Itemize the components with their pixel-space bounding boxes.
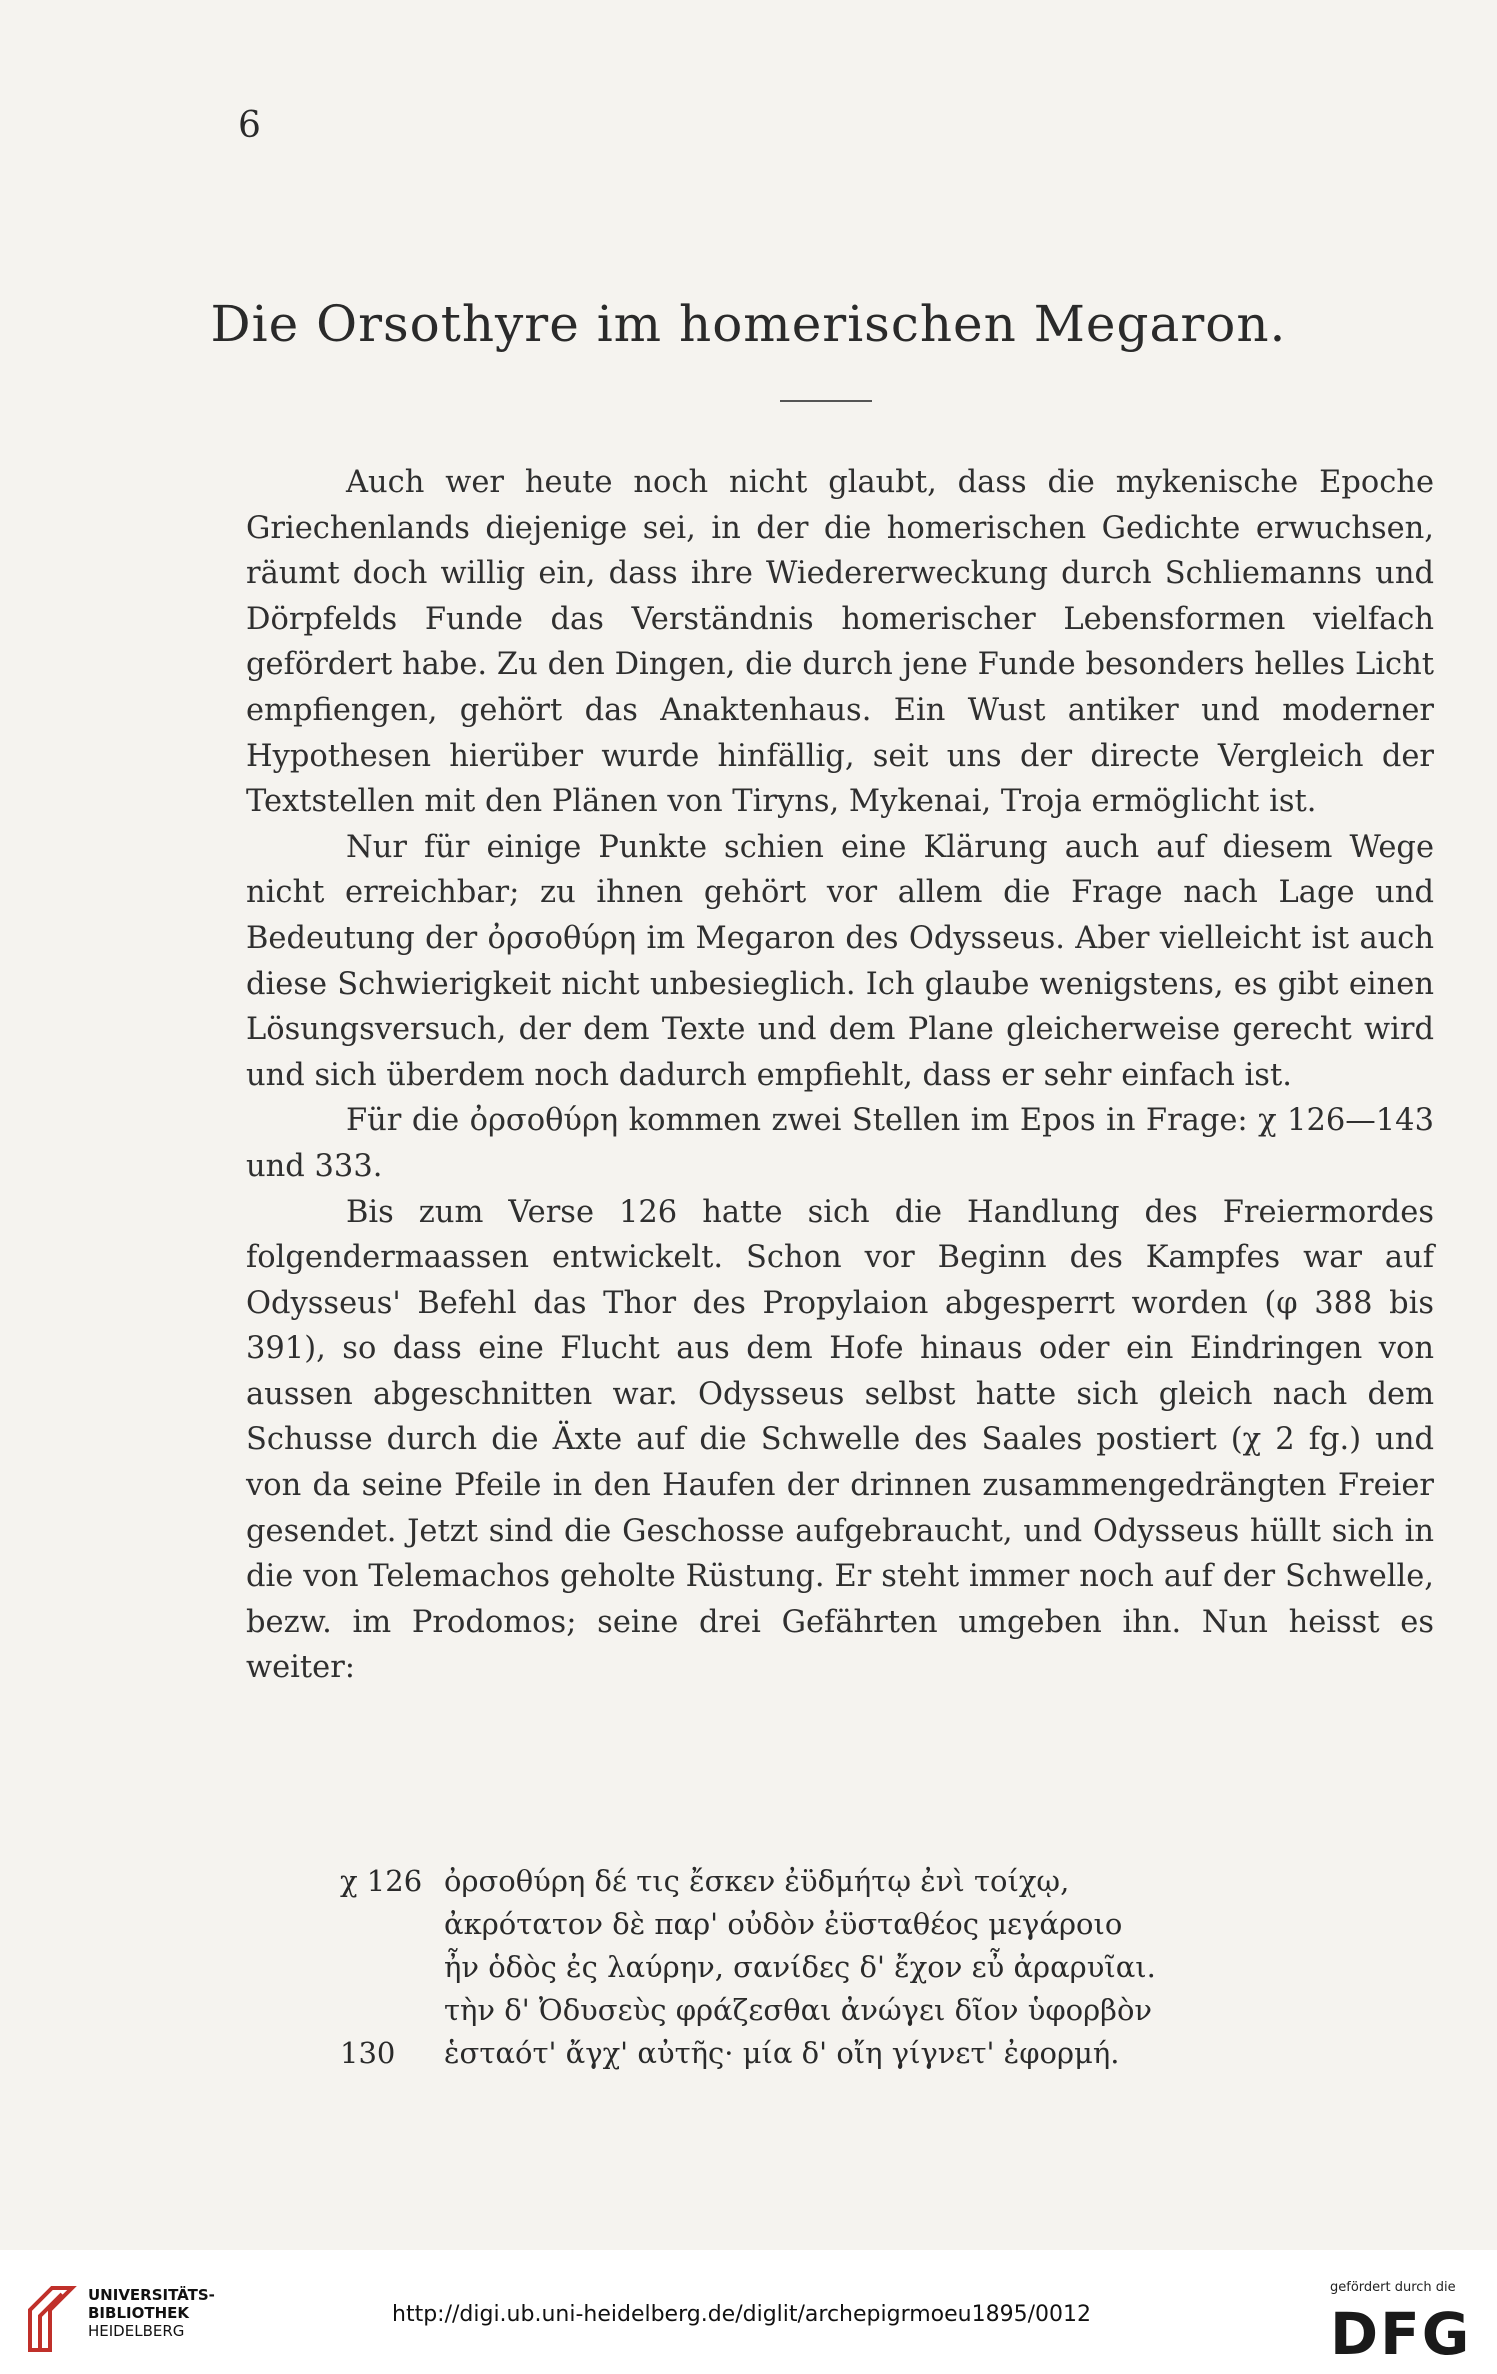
verse-text: τὴν δ' Ὀδυσεὺς φράζεσθαι ἀνώγει δῖον ὑφορβὸν [444,1993,1153,2027]
verse-line [340,1989,1340,2032]
page-number: 6 [238,105,261,146]
library-name-line: BIBLIOTHEK [88,2304,189,2322]
library-name-line: HEIDELBERG [88,2322,185,2340]
greek-verses [340,1860,1340,2075]
paragraph: Nur für einige Punkte schien eine Klärung auch auf diesem Wege nicht erreichbar; zu ihnen gehört vor allem die Frage nach Lage und Bedeutung der ὀρσοθύρη im Megaron des Odysseus. Aber vielleicht ist auch diese Schwierigkeit nicht unbesieglich. Ich glaube wenigstens, es gibt einen Lösungsversuch, der dem Texte und dem Plane gleicherweise gerecht wird und sich überdem noch dadurch empfiehlt, dass er sehr einfach ist. [246,829,1434,1093]
paragraph: Bis zum Verse 126 hatte sich die Handlung des Freiermordes folgendermaassen entwickelt. Schon vor Beginn des Kampfes war auf Odysseus' Befehl das Thor des Propylaion abgesperrt worden (φ 388 bis 391), so dass eine Flucht aus dem Hofe hinaus oder ein Eindringen von aussen abgeschnitten war. Odysseus selbst hatte sich gleich nach dem Schusse durch die Äxte auf die Schwelle des Saales postiert (χ 2 fg.) und von da seine Pfeile in den Haufen der drinnen zusammengedrängten Freier gesendet. Jetzt sind die Geschosse aufgebraucht, und Odysseus hüllt sich in die von Telemachos geholte Rüstung. Er steht immer noch auf der Schwelle, bezw. im Prodomos; seine drei Gefährten umgeben ihn. Nun heisst es weiter: [246,1194,1434,1686]
verse-line [340,1860,1340,1903]
verse-number [340,1946,444,1989]
page-title: Die Orsothyre im homerischen Megaron. [210,295,1287,353]
verse-line [340,2032,1340,2075]
verse-number [340,1989,444,2032]
library-name [88,2286,215,2340]
verse-text: ἀκρότατον δὲ παρ' οὐδὸν ἐϋσταθέος μεγάροιο [444,1907,1123,1941]
verse-text: ἑσταότ' ἄγχ' αὐτῆς· μία δ' οἴη γίγνετ' ἐφορμή. [444,2036,1120,2070]
title-rule [780,400,872,402]
verse-line [340,1903,1340,1946]
verse-number [340,1903,444,1946]
verse-line [340,1946,1340,1989]
paragraph: Auch wer heute noch nicht glaubt, dass die mykenische Epoche Griechenlands diejenige sei, in der die homerischen Gedichte erwuchsen, räumt doch willig ein, dass ihre Wiedererweckung durch Schliemanns und Dörpfelds Funde das Verständnis homerischer Lebensformen vielfach gefördert habe. Zu den Dingen, die durch jene Funde besonders helles Licht empfiengen, gehört das Anaktenhaus. Ein Wust antiker und moderner Hypothesen hierüber wurde hinfällig, seit uns der directe Vergleich der Textstellen mit den Plänen von Tiryns, Mykenai, Troja ermöglicht ist. [246,465,1434,820]
body-text [246,460,1434,1691]
dfg-logo: DFG [1330,2300,1472,2368]
paragraph: Für die ὀρσοθύρη kommen zwei Stellen im Epos in Frage: χ 126—143 und 333. [246,1103,1434,1184]
permalink-url[interactable]: http://digi.ub.uni-heidelberg.de/diglit/archepigrmoeu1895/0012 [392,2302,1091,2327]
funded-by-label: gefördert durch die [1330,2280,1456,2295]
verse-text: ὀρσοθύρη δέ τις ἔσκεν ἐϋδμήτῳ ἐνὶ τοίχῳ, [444,1864,1070,1898]
library-name-line: UNIVERSITÄTS- [88,2286,215,2304]
verse-text: ἦν ὁδὸς ἐς λαύρην, σανίδες δ' ἔχον εὖ ἀραρυῖαι. [444,1950,1156,1984]
library-logo-icon [22,2280,80,2358]
verse-number: 130 [340,2036,396,2070]
verse-number: χ 126 [340,1864,423,1898]
